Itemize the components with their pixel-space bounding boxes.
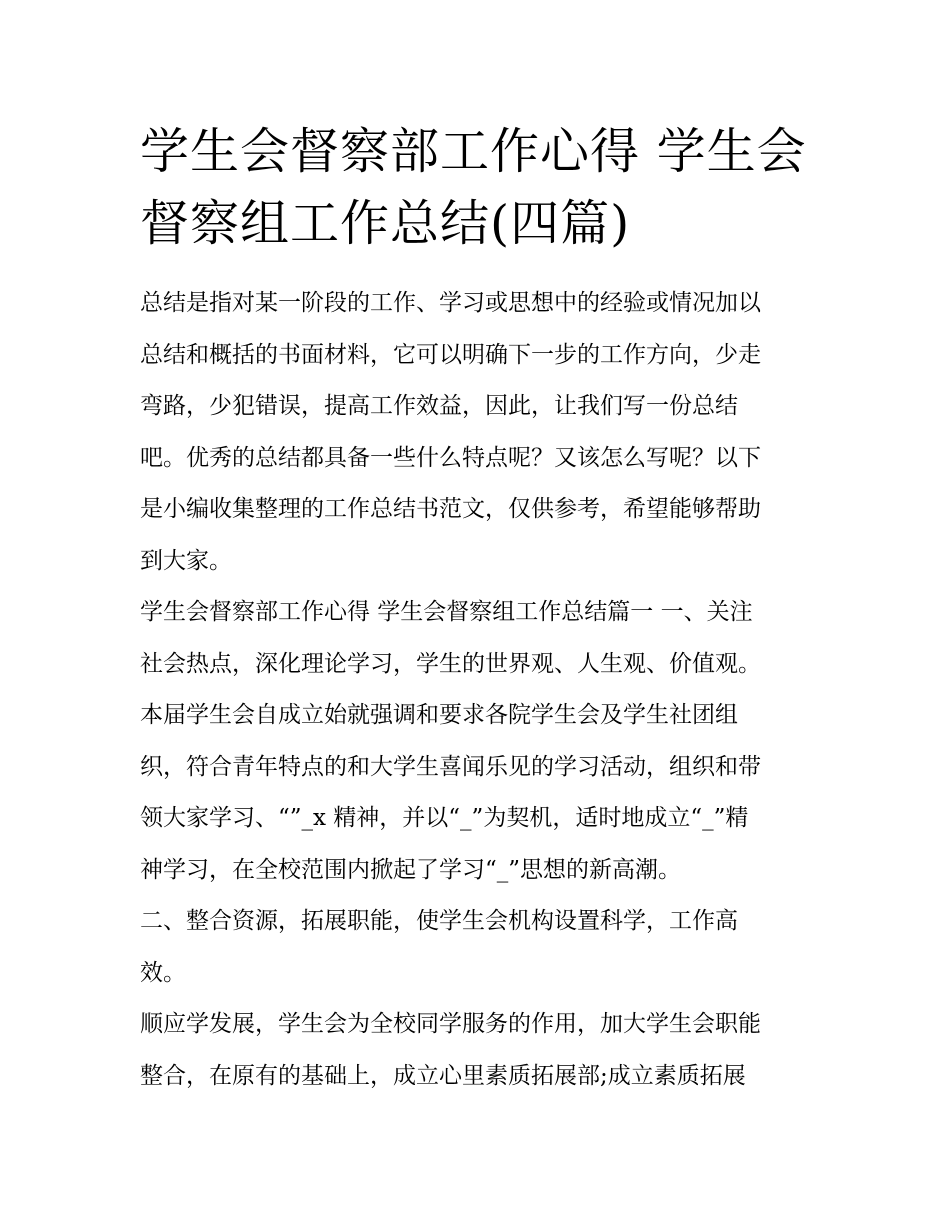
body-line: 总结是指对某一阶段的工作、学习或思想中的经验或情况加以: [140, 290, 761, 316]
body-line: 本届学生会自成立始就强调和要求各院学生会及学生社团组: [140, 702, 738, 728]
body-line: 是小编收集整理的工作总结书范文，仅供参考，希望能够帮助: [140, 496, 761, 522]
body-line: 神学习，在全校范围内掀起了学习“_”思想的新高潮。: [140, 856, 682, 883]
body-line: 总结和概括的书面材料，它可以明确下一步的工作方向，少走: [140, 341, 761, 368]
body-line: 领大家学习、“”_x 精神，并以“_”为契机，适时地成立“_”精: [140, 805, 749, 831]
document-body: [140, 278, 830, 1102]
body-line: 效。: [140, 959, 186, 986]
body-line: 到大家。: [140, 547, 232, 574]
title-line-2: 督察组工作总结(四篇): [140, 195, 631, 252]
body-line: 社会热点，深化理论学习，学生的世界观、人生观、价值观。: [140, 650, 761, 677]
body-line: 二、整合资源，拓展职能，使学生会机构设置科学，工作高: [140, 908, 738, 934]
body-line: 整合，在原有的基础上，成立心里素质拓展部;成立素质拓展: [140, 1062, 746, 1089]
body-line: 学生会督察部工作心得 学生会督察组工作总结篇一 一、关注: [140, 599, 753, 625]
body-line: 弯路，少犯错误，提高工作效益，因此，让我们写一份总结: [140, 393, 738, 419]
title-line-1: 学生会督察部工作心得 学生会: [140, 123, 807, 180]
body-line: 织，符合青年特点的和大学生喜闻乐见的学习活动，组织和带: [140, 753, 761, 780]
body-line: 顺应学发展，学生会为全校同学服务的作用，加大学生会职能: [140, 1011, 761, 1037]
document-title: [140, 116, 830, 260]
body-line: 吧。优秀的总结都具备一些什么特点呢？又该怎么写呢？以下: [140, 444, 761, 471]
